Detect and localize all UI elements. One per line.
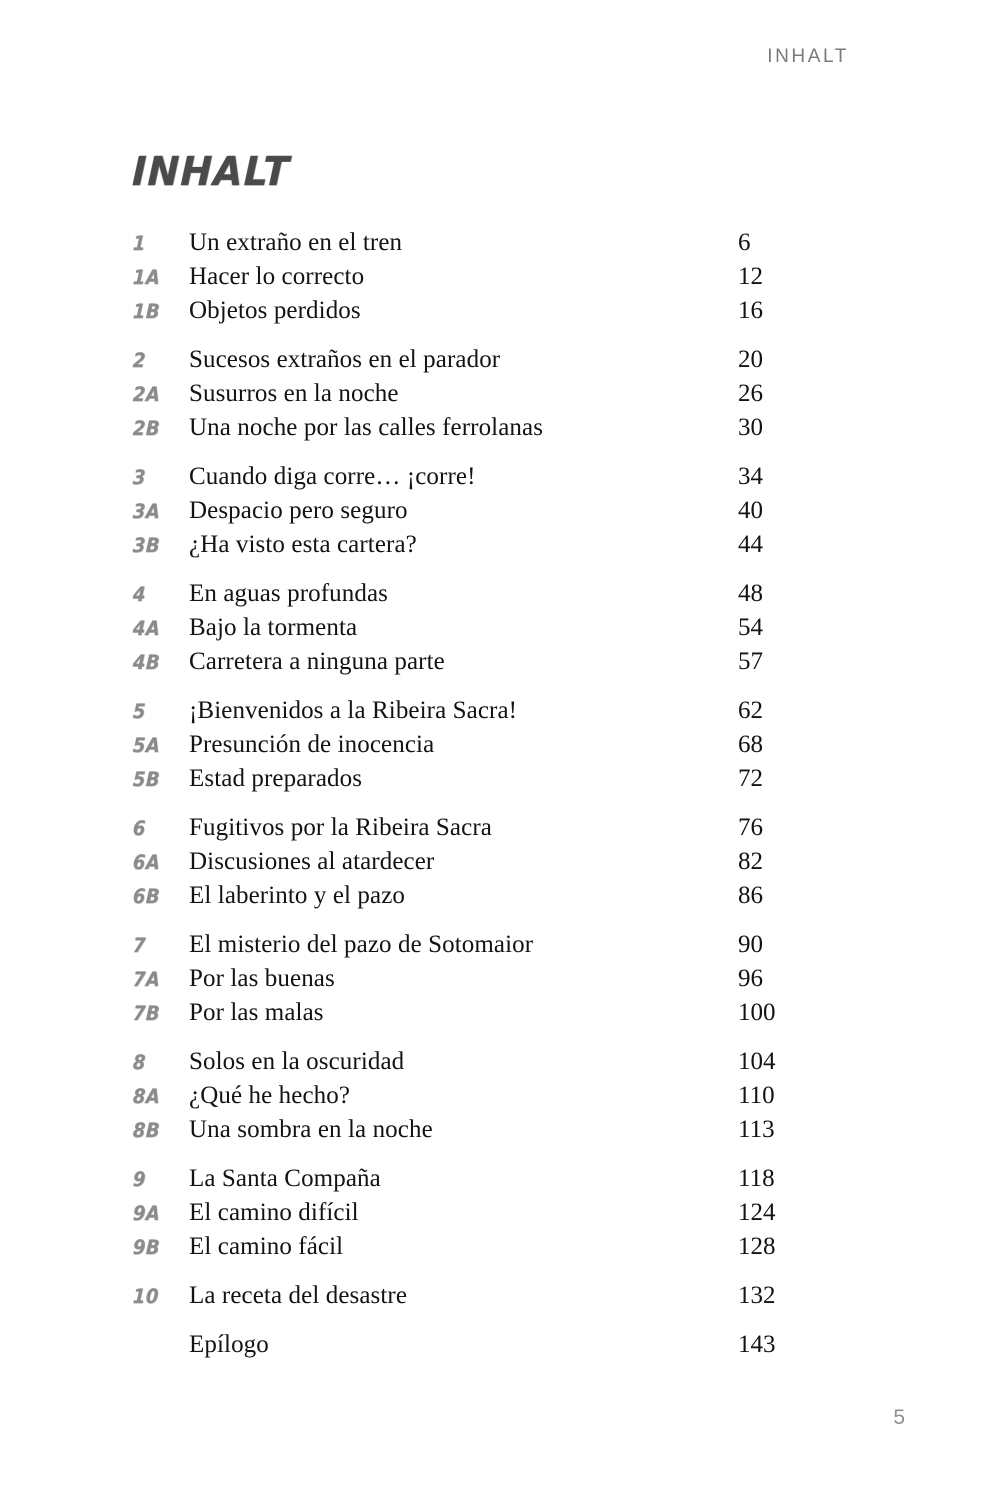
toc-entry-number: 2 bbox=[132, 348, 147, 372]
toc-entry-page: 113 bbox=[738, 1116, 775, 1143]
toc-entry[interactable] bbox=[133, 762, 833, 796]
toc-entry[interactable] bbox=[133, 577, 833, 611]
toc-entry-label: La receta del desastre bbox=[189, 1282, 408, 1309]
toc-group bbox=[133, 811, 833, 913]
toc-entry-label: Discusiones al atardecer bbox=[189, 848, 435, 875]
toc-entry-number: 5 bbox=[132, 699, 147, 723]
toc-entry-label: Por las buenas bbox=[189, 965, 335, 992]
toc-list bbox=[133, 226, 833, 1362]
toc-entry-label: Por las malas bbox=[189, 999, 324, 1026]
toc-entry[interactable] bbox=[133, 611, 833, 645]
toc-entry-page: 110 bbox=[738, 1082, 775, 1109]
toc-entry-page: 16 bbox=[738, 297, 763, 324]
toc-entry-page: 62 bbox=[738, 697, 763, 724]
toc-entry-page: 104 bbox=[738, 1048, 776, 1075]
toc-entry-number: 2A bbox=[132, 382, 161, 406]
toc-entry-number: 5A bbox=[132, 733, 161, 757]
toc-entry-label: Estad preparados bbox=[189, 765, 363, 792]
toc-entry-label: Una sombra en la noche bbox=[189, 1116, 433, 1143]
toc-entry-page: 96 bbox=[738, 965, 763, 992]
toc-group bbox=[133, 577, 833, 679]
toc-entry-label: Susurros en la noche bbox=[189, 380, 399, 407]
toc-entry-page: 48 bbox=[738, 580, 763, 607]
toc-entry[interactable] bbox=[133, 728, 833, 762]
toc-entry-page: 20 bbox=[738, 346, 763, 373]
toc-entry-label: Despacio pero seguro bbox=[189, 497, 408, 524]
toc-entry-number: 1A bbox=[132, 265, 161, 289]
toc-entry-number: 3A bbox=[132, 499, 161, 523]
toc-entry[interactable] bbox=[133, 1113, 833, 1147]
toc-entry-label: El misterio del pazo de Sotomaior bbox=[189, 931, 534, 958]
toc-entry-page: 118 bbox=[738, 1165, 775, 1192]
toc-entry-number: 9A bbox=[132, 1201, 161, 1225]
toc-entry-label: ¡Bienvenidos a la Ribeira Sacra! bbox=[189, 697, 518, 724]
toc-group bbox=[133, 694, 833, 796]
toc-entry-number: 6B bbox=[132, 884, 161, 908]
toc-entry[interactable] bbox=[133, 528, 833, 562]
toc-entry-number: 7A bbox=[132, 967, 161, 991]
toc-entry-number: 9 bbox=[132, 1167, 147, 1191]
toc-entry-page: 100 bbox=[738, 999, 776, 1026]
toc-entry[interactable] bbox=[133, 1328, 833, 1362]
toc-entry-number: 3 bbox=[132, 465, 147, 489]
toc-group bbox=[133, 1045, 833, 1147]
toc-entry[interactable] bbox=[133, 645, 833, 679]
toc-entry[interactable] bbox=[133, 1079, 833, 1113]
toc-entry[interactable] bbox=[133, 1162, 833, 1196]
toc-entry[interactable] bbox=[133, 411, 833, 445]
toc-entry-page: 82 bbox=[738, 848, 763, 875]
toc-entry-label: Presunción de inocencia bbox=[189, 731, 435, 758]
toc-entry[interactable] bbox=[133, 377, 833, 411]
toc-entry-label: En aguas profundas bbox=[189, 580, 388, 607]
toc-entry-number: 4B bbox=[132, 650, 161, 674]
toc-entry-page: 90 bbox=[738, 931, 763, 958]
toc-entry-number: 10 bbox=[132, 1284, 160, 1308]
toc-entry-page: 44 bbox=[738, 531, 763, 558]
toc-entry-page: 40 bbox=[738, 497, 763, 524]
toc-entry[interactable] bbox=[133, 1045, 833, 1079]
toc-entry[interactable] bbox=[133, 1279, 833, 1313]
toc-entry[interactable] bbox=[133, 1196, 833, 1230]
page-title: INHALT bbox=[131, 148, 291, 195]
toc-entry-label: El camino difícil bbox=[189, 1199, 359, 1226]
toc-entry-number: 9B bbox=[132, 1235, 161, 1259]
toc-entry-label: Solos en la oscuridad bbox=[189, 1048, 405, 1075]
toc-entry-number: 7B bbox=[132, 1001, 161, 1025]
toc-entry-label: Una noche por las calles ferrolanas bbox=[189, 414, 544, 441]
toc-entry-page: 30 bbox=[738, 414, 763, 441]
toc-entry-page: 68 bbox=[738, 731, 763, 758]
toc-entry-page: 54 bbox=[738, 614, 763, 641]
toc-entry[interactable] bbox=[133, 928, 833, 962]
toc-entry-label: El laberinto y el pazo bbox=[189, 882, 406, 909]
toc-entry-number: 3B bbox=[132, 533, 161, 557]
toc-entry[interactable] bbox=[133, 694, 833, 728]
toc-entry-label: Sucesos extraños en el parador bbox=[189, 346, 501, 373]
toc-entry-page: 26 bbox=[738, 380, 763, 407]
toc-entry-label: Fugitivos por la Ribeira Sacra bbox=[189, 814, 492, 841]
toc-group bbox=[133, 226, 833, 328]
toc-entry-page: 132 bbox=[738, 1282, 776, 1309]
toc-entry-page: 86 bbox=[738, 882, 763, 909]
toc-entry-page: 143 bbox=[738, 1331, 776, 1358]
toc-entry-page: 124 bbox=[738, 1199, 776, 1226]
toc-entry-page: 76 bbox=[738, 814, 763, 841]
toc-group bbox=[133, 928, 833, 1030]
toc-entry[interactable] bbox=[133, 343, 833, 377]
toc-entry[interactable] bbox=[133, 460, 833, 494]
toc-entry[interactable] bbox=[133, 996, 833, 1030]
toc-group bbox=[133, 460, 833, 562]
toc-entry-page: 72 bbox=[738, 765, 763, 792]
toc-entry[interactable] bbox=[133, 879, 833, 913]
toc-entry-page: 12 bbox=[738, 263, 763, 290]
toc-entry[interactable] bbox=[133, 845, 833, 879]
toc-entry-number: 7 bbox=[132, 933, 147, 957]
toc-entry-label: ¿Qué he hecho? bbox=[189, 1082, 351, 1109]
toc-entry[interactable] bbox=[133, 260, 833, 294]
toc-entry-number: 6A bbox=[132, 850, 161, 874]
toc-group bbox=[133, 1162, 833, 1264]
toc-entry-number: 1 bbox=[132, 231, 147, 255]
toc-entry-label: Objetos perdidos bbox=[189, 297, 361, 324]
toc-entry[interactable] bbox=[133, 294, 833, 328]
toc-entry-number: 5B bbox=[132, 767, 161, 791]
toc-entry-label: Epílogo bbox=[189, 1331, 269, 1358]
toc-entry-number: 8A bbox=[132, 1084, 161, 1108]
toc-group bbox=[133, 343, 833, 445]
toc-entry-label: El camino fácil bbox=[189, 1233, 344, 1260]
toc-entry-label: Bajo la tormenta bbox=[189, 614, 358, 641]
toc-entry[interactable] bbox=[133, 811, 833, 845]
toc-entry-label: Un extraño en el tren bbox=[189, 229, 403, 256]
toc-entry-label: ¿Ha visto esta cartera? bbox=[189, 531, 417, 558]
toc-group bbox=[133, 1279, 833, 1313]
running-header: INHALT bbox=[767, 46, 849, 67]
toc-entry-number: 4 bbox=[132, 582, 147, 606]
toc-entry[interactable] bbox=[133, 962, 833, 996]
toc-entry-number: 2B bbox=[132, 416, 161, 440]
toc-entry-label: Cuando diga corre… ¡corre! bbox=[189, 463, 476, 490]
toc-group bbox=[133, 1328, 833, 1362]
toc-entry-number: 1B bbox=[132, 299, 161, 323]
toc-entry-number: 4A bbox=[132, 616, 161, 640]
toc-entry-page: 34 bbox=[738, 463, 763, 490]
toc-entry-label: La Santa Compaña bbox=[189, 1165, 381, 1192]
toc-entry-page: 128 bbox=[738, 1233, 776, 1260]
toc-entry-label: Carretera a ninguna parte bbox=[189, 648, 445, 675]
page-number-folio: 5 bbox=[893, 1406, 905, 1429]
toc-entry-page: 6 bbox=[738, 229, 751, 256]
toc-entry[interactable] bbox=[133, 494, 833, 528]
toc-entry[interactable] bbox=[133, 226, 833, 260]
toc-entry-number: 6 bbox=[132, 816, 147, 840]
toc-entry-label: Hacer lo correcto bbox=[189, 263, 365, 290]
toc-entry-page: 57 bbox=[738, 648, 763, 675]
toc-entry[interactable] bbox=[133, 1230, 833, 1264]
toc-entry-number: 8 bbox=[132, 1050, 147, 1074]
toc-entry-number: 8B bbox=[132, 1118, 161, 1142]
